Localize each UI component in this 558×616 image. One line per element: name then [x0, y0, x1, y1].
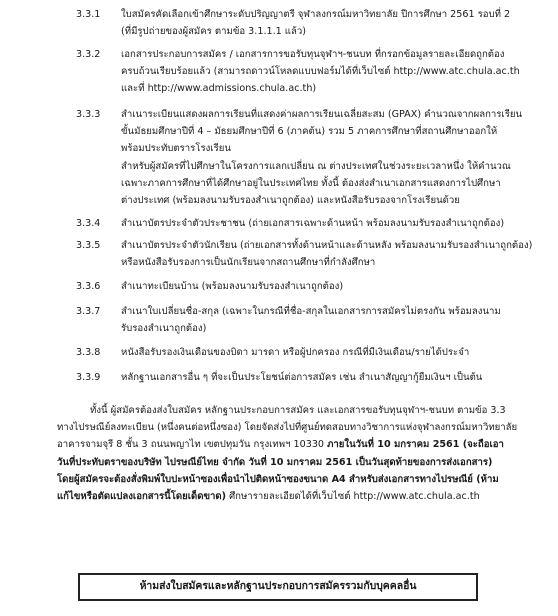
submission-paragraph — [57, 402, 547, 505]
item-line: หลักฐานเอกสารอื่น ๆ ที่จะเป็นประโยชน์ต่อการสมัคร เช่น สำเนาสัญญากู้ยืมเงินฯ เป็นต้น — [121, 372, 483, 383]
item-line: และที่ http://www.admissions.chula.ac.th) — [121, 83, 317, 95]
item-number: 3.3.7 — [76, 306, 101, 317]
item-text — [121, 106, 546, 209]
warning-notice-box: ห้ามส่งใบสมัครและหลักฐานประกอบการสมัครรวมกับบุคคลอื่น — [78, 573, 478, 601]
item-text — [121, 215, 546, 232]
item-text — [121, 46, 546, 98]
item-line: ต่างประเทศ (พร้อมลงนามรับรองสำเนาถูกต้อง) และหนังสือรับรองจากโรงเรียนด้วย — [121, 195, 460, 207]
item-text — [121, 237, 546, 271]
instruction-text: แก้ไขหรือตัดแปลงเอกสารนี้โดยเด็ดขาด) — [57, 491, 227, 503]
item-number: 3.3.6 — [76, 281, 101, 292]
item-line: หรือหนังสือรับรองการเป็นนักเรียนจากสถานศึกษาที่กำลังศึกษา — [121, 257, 376, 269]
item-line: สำเนาทะเบียนบ้าน (พร้อมลงนามรับรองสำเนาถูกต้อง) — [121, 281, 344, 292]
paragraph-line: ทั้งนี้ ผู้สมัครต้องส่งใบสมัคร หลักฐานประกอบการสมัคร และเอกสารขอรับทุนจุฬาฯ-ชนบท ตามข้อ 3.3 — [90, 405, 506, 416]
item-line: รับรองสำเนาถูกต้อง) — [121, 323, 207, 335]
item-number: 3.3.5 — [76, 240, 101, 251]
item-number: 3.3.9 — [76, 372, 101, 383]
paragraph-line: ทางไปรษณีย์ลงทะเบียน (หนึ่งคนต่อหนึ่งซอง) โดยจัดส่งไปที่ศูนย์ทดสอบทางวิชาการแห่งจุฬาลงกรณ์มหาวิทยาลัย — [57, 422, 518, 434]
item-text — [121, 278, 546, 295]
item-number: 3.3.4 — [76, 218, 101, 229]
paragraph-line — [57, 436, 547, 453]
item-text — [121, 369, 546, 386]
item-line: สำเนาบัตรประจำตัวนักเรียน (ถ่ายเอกสารทั้งด้านหน้าและด้านหลัง พร้อมลงนามรับรองสำเนาถูกต้อง) — [121, 240, 533, 251]
deadline-text: ภายในวันที่ 10 มกราคม 2561 (จะถือเอา — [327, 439, 504, 451]
item-line: พร้อมประทับตรารโรงเรียน — [121, 143, 231, 155]
item-number: 3.3.3 — [76, 109, 101, 120]
item-line: เฉพาะภาคการศึกษาที่ได้ศึกษาอยู่ในประเทศไทย ทั้งนี้ ต้องส่งสำเนาเอกสารแสดงการไปศึกษา — [121, 177, 501, 189]
item-line: (ที่มีรูปถ่ายของผู้สมัคร ตามข้อ 3.1.1.1 แล้ว) — [121, 26, 306, 38]
item-number: 3.3.2 — [76, 49, 101, 60]
item-line: สำหรับผู้สมัครที่ไปศึกษาในโครงการแลกเปลี่ยน ณ ต่างประเทศในช่วงระยะเวลาหนึ่ง ให้คำนวณ — [121, 160, 511, 172]
item-text — [121, 303, 546, 337]
item-line: หนังสือรับรองเงินเดือนของบิดา มารดา หรือผู้ปกครอง กรณีที่มีเงินเดือน/รายได้ประจำ — [121, 347, 470, 358]
item-line: เอกสารประกอบการสมัคร / เอกสารการขอรับทุนจุฬาฯ-ชนบท ที่กรอกข้อมูลรายละเอียดถูกต้อง — [121, 49, 505, 60]
item-line: ใบสมัครคัดเลือกเข้าศึกษาระดับปริญญาตรี จุฬาลงกรณ์มหาวิทยาลัย ปีการศึกษา 2561 รอบที่ 2 — [121, 9, 511, 20]
item-text — [121, 344, 546, 361]
item-line: ขั้นมัธยมศึกษาปีที่ 4 – มัธยมศึกษาปีที่ 6 (ภาคต้น) รวม 5 ภาคการศึกษาที่สถานศึกษาออกให้ — [121, 126, 498, 138]
item-line: สำเนาบัตรประจำตัวประชาชน (ถ่ายเอกสารเฉพาะด้านหน้า พร้อมลงนามรับรองสำเนาถูกต้อง) — [121, 218, 505, 229]
item-text — [121, 6, 546, 40]
item-line: ครบถ้วนเรียบร้อยแล้ว (สามารถดาวน์โหลดแบบฟอร์มได้ที่เว็บไซต์ http://www.atc.chula.ac.th — [121, 66, 520, 78]
item-line: สำเนาใบเปลี่ยนชื่อ-สกุล (เฉพาะในกรณีที่ชื่อ-สกุลในเอกสารการสมัครไม่ตรงกัน พร้อมลงนาม — [121, 306, 501, 317]
paragraph-line — [57, 488, 547, 505]
item-line: สำเนาระเบียนแสดงผลการเรียนที่แสดงค่าผลการเรียนเฉลี่ยสะสม (GPAX) คำนวณจากผลการเรียน — [121, 109, 523, 120]
deadline-text: วันที่ประทับตราของบริษัท ไปรษณีย์ไทย จำกัด วันที่ 10 มกราคม 2561 เป็นวันสุดท้ายของการส่งเอกสาร) — [57, 456, 493, 468]
website-text: ศึกษารายละเอียดได้ที่เว็บไซต์ http://www.atc.chula.ac.th — [226, 491, 480, 503]
item-number: 3.3.1 — [76, 9, 101, 20]
paragraph-text: อาคารจามจุรี 8 ชั้น 3 ถนนพญาไท เขตปทุมวัน กรุงเทพฯ 10330 — [57, 439, 328, 451]
item-number: 3.3.8 — [76, 347, 101, 358]
instruction-text: โดยผู้สมัครจะต้องสั่งพิมพ์ใบปะหน้าซองเพื่อนำไปติดหน้าซองขนาด A4 สำหรับส่งเอกสารทางไปรษณีย์ (ห้าม — [57, 473, 499, 485]
